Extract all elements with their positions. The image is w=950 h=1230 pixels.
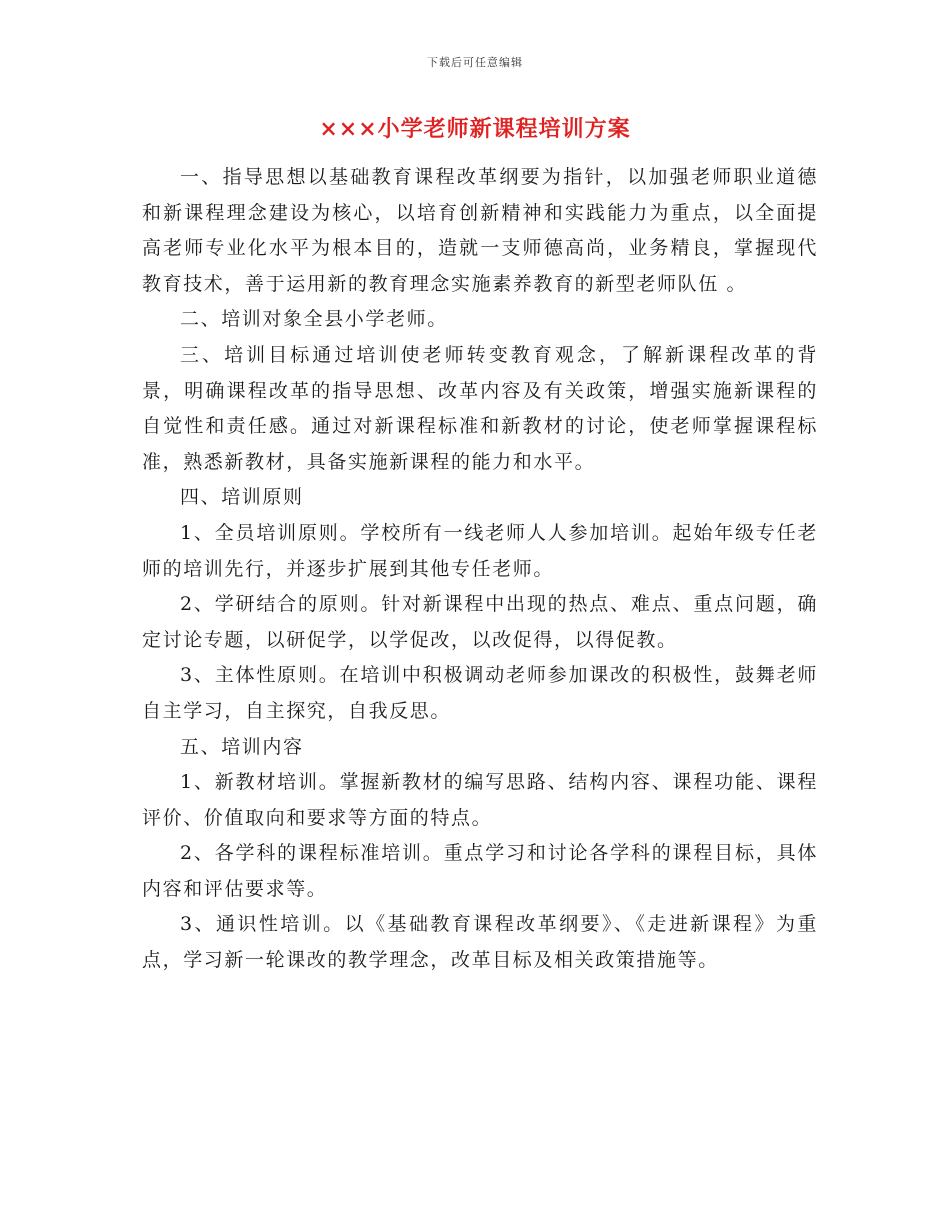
paragraph-principle-full-participation: 1、全员培训原则。学校所有一线老师人人参加培训。起始年级专任老师的培训先行，并逐步扩展到其他专任老师。 — [142, 521, 818, 580]
paragraph-training-target-audience: 二、培训对象全县小学老师。 — [180, 308, 448, 331]
paragraph-principle-study-research: 2、学研结合的原则。针对新课程中出现的热点、难点、重点问题，确定讨论专题，以研促学，以学促改，以改促得，以得促教。 — [142, 593, 818, 651]
document-title: ×××小学老师新课程培训方案 — [319, 116, 631, 142]
paragraph-training-goals: 三、培训目标通过培训使老师转变教育观念，了解新课程改革的背景，明确课程改革的指导思想、改革内容及有关政策，增强实施新课程的自觉性和责任感。通过对新课程标准和新教材的讨论，使老师掌握课程标准，熟悉新教材，具备实施新课程的能力和水平。 — [142, 343, 818, 473]
paragraph-principle-subjectivity: 3、主体性原则。在培训中积极调动老师参加课改的积极性，鼓舞老师自主学习，自主探究，自我反思。 — [142, 664, 818, 722]
page-header-note: 下载后可任意编辑 — [427, 56, 523, 69]
paragraph-content-new-textbooks: 1、新教材培训。掌握新教材的编写思路、结构内容、课程功能、课程评价、价值取向和要求等方面的特点。 — [142, 771, 818, 829]
paragraph-content-general-training: 3、通识性培训。以《基础教育课程改革纲要》、《走进新课程》为重点，学习新一轮课改的教学理念，改革目标及相关政策措施等。 — [142, 913, 818, 972]
document-body — [142, 160, 818, 979]
section-heading-training-content: 五、培训内容 — [180, 735, 304, 758]
section-heading-training-principles: 四、培训原则 — [180, 486, 304, 509]
paragraph-content-curriculum-standards: 2、各学科的课程标准培训。重点学习和讨论各学科的课程目标，具体内容和评估要求等。 — [142, 842, 818, 900]
paragraph-guiding-ideology: 一、指导思想以基础教育课程改革纲要为指针，以加强老师职业道德和新课程理念建设为核心，以培育创新精神和实践能力为重点，以全面提高老师专业化水平为根本目的，造就一支师德高尚，业务精良，掌握现代教育技术，善于运用新的教育理念实施素养教育的新型老师队伍 。 — [142, 166, 818, 295]
